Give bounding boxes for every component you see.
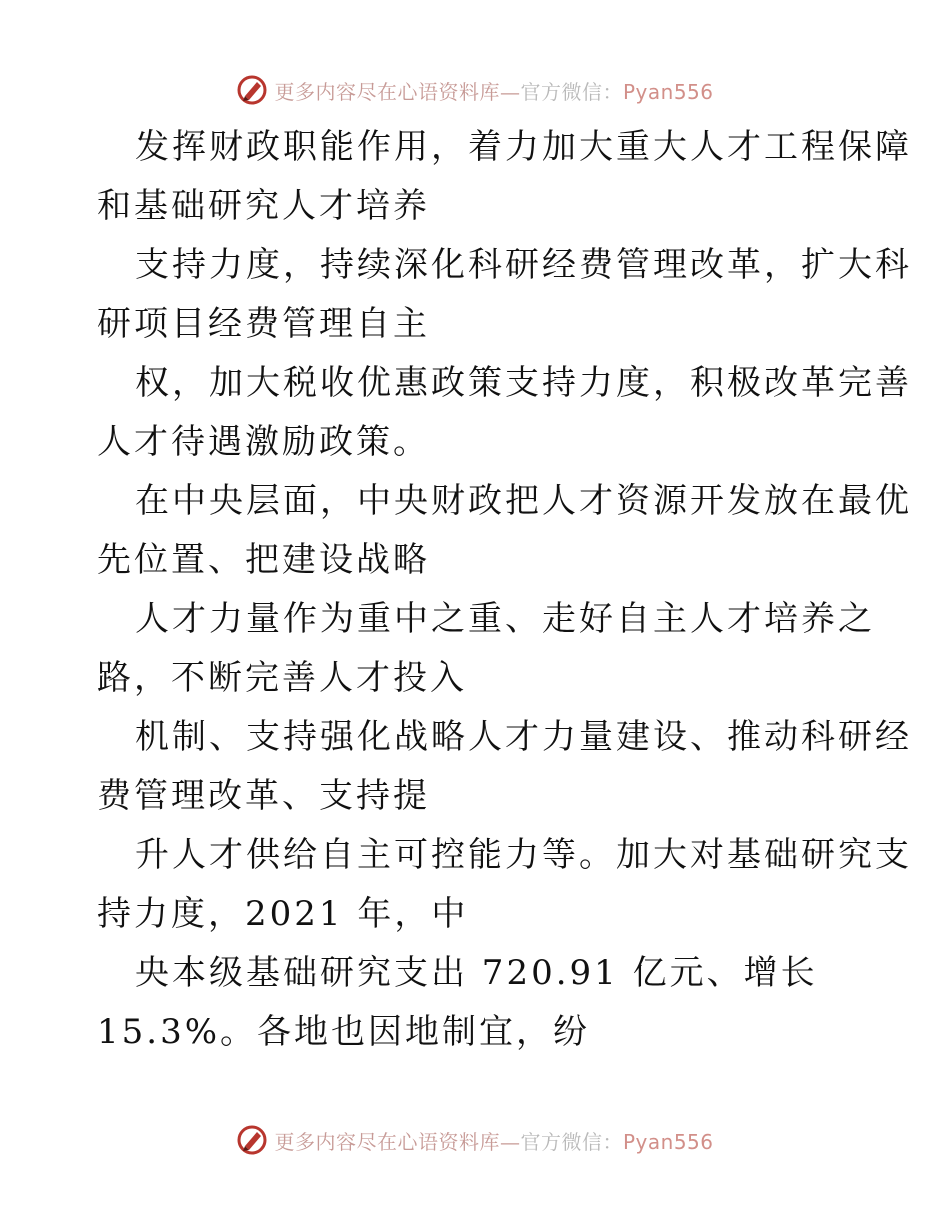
- paragraph-2: [97, 236, 912, 354]
- header-wechat-id: Pyan556: [622, 79, 714, 104]
- footer-watermark-banner: [0, 1120, 950, 1160]
- header-watermark-banner: [0, 70, 950, 110]
- document-body: [97, 118, 912, 1062]
- footer-official-label: 官方微信：: [520, 1129, 623, 1154]
- header-site-name: 更多内容尽在心语资料库: [274, 79, 500, 104]
- paragraph-2-line-1: 支持力度，持续深化科研经费管理改革，扩大科: [135, 245, 912, 285]
- footer-banner-text: [274, 1126, 713, 1155]
- paragraph-6-line-2: 费管理改革、支持提: [97, 776, 430, 816]
- footer-dash: —: [499, 1129, 521, 1154]
- paragraph-4-line-2: 先位置、把建设战略: [97, 540, 430, 580]
- paragraph-6-line-1: 机制、支持强化战略人才力量建设、推动科研经: [135, 717, 912, 757]
- paragraph-8-line-1: 央本级基础研究支出 720.91 亿元、增长: [135, 953, 818, 993]
- paragraph-7-line-2: 持力度，2021 年，中: [97, 894, 469, 934]
- paragraph-6: [97, 708, 912, 826]
- header-official-label: 官方微信：: [520, 79, 623, 104]
- paragraph-3: [97, 354, 912, 472]
- paragraph-2-line-2: 研项目经费管理自主: [97, 304, 430, 344]
- paragraph-7-line-1: 升人才供给自主可控能力等。加大对基础研究支: [135, 835, 912, 875]
- paragraph-1: [97, 118, 912, 236]
- paragraph-4: [97, 472, 912, 590]
- paragraph-1-line-2: 和基础研究人才培养: [97, 186, 430, 226]
- paragraph-5-line-2: 路，不断完善人才投入: [97, 658, 467, 698]
- pen-logo-icon: [236, 1124, 268, 1156]
- paragraph-1-line-1: 发挥财政职能作用，着力加大重大人才工程保障: [135, 127, 912, 167]
- header-dash: —: [499, 79, 521, 104]
- pen-logo-icon: [236, 74, 268, 106]
- paragraph-3-line-2: 人才待遇激励政策。: [97, 422, 430, 462]
- footer-site-name: 更多内容尽在心语资料库: [274, 1129, 500, 1154]
- paragraph-3-line-1: 权，加大税收优惠政策支持力度，积极改革完善: [135, 363, 912, 403]
- paragraph-4-line-1: 在中央层面，中央财政把人才资源开发放在最优: [135, 481, 912, 521]
- paragraph-8: [97, 944, 857, 1062]
- header-banner-text: [274, 76, 713, 105]
- paragraph-5: [97, 590, 875, 708]
- paragraph-5-line-1: 人才力量作为重中之重、走好自主人才培养之: [135, 599, 875, 639]
- paragraph-8-line-2: 15.3%。各地也因地制宜，纷: [97, 1012, 591, 1052]
- paragraph-7: [97, 826, 912, 944]
- footer-wechat-id: Pyan556: [622, 1129, 714, 1154]
